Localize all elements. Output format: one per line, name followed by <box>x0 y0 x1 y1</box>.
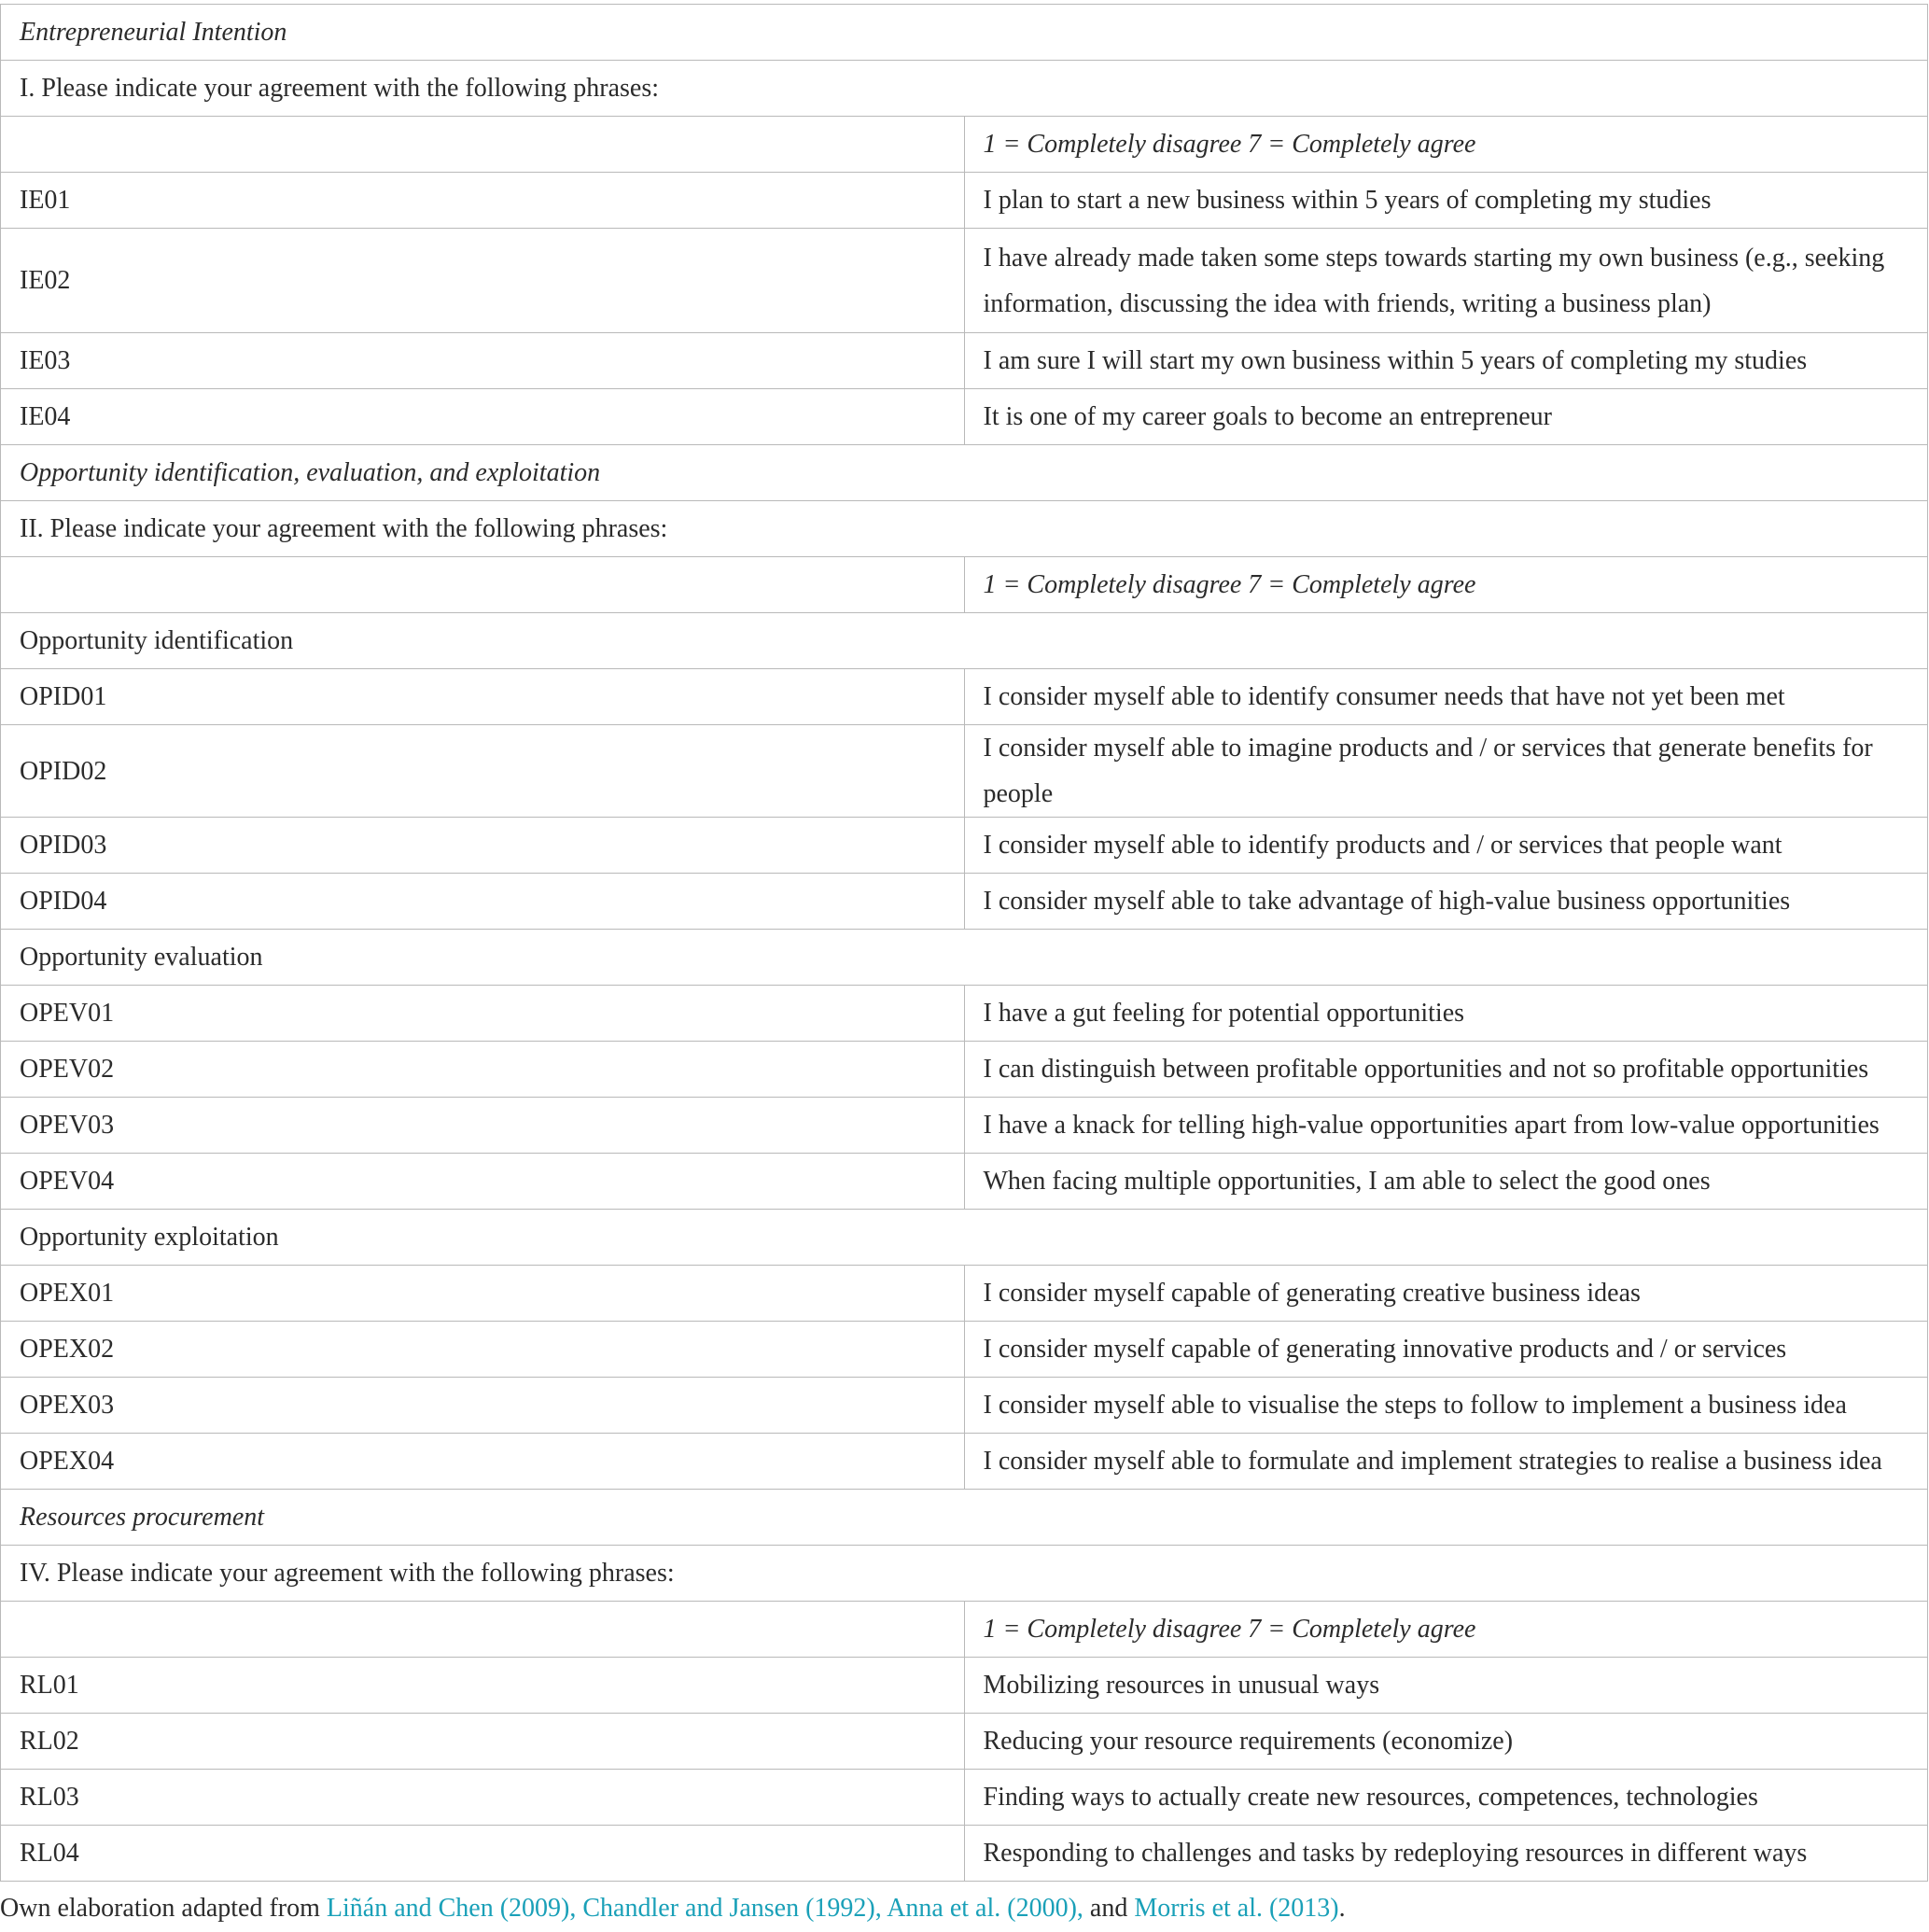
item-statement: Mobilizing resources in unusual ways <box>964 1658 1928 1714</box>
empty-cell <box>1 1602 965 1658</box>
scale-row <box>1 1602 1928 1658</box>
item-code: RL04 <box>1 1826 965 1882</box>
item-row <box>1 333 1928 389</box>
instruction-row <box>1 1546 1928 1602</box>
subgroup-row <box>1 1210 1928 1266</box>
item-code: OPID01 <box>1 669 965 725</box>
item-statement: Reducing your resource requirements (economize) <box>964 1714 1928 1770</box>
instruction-row <box>1 501 1928 557</box>
item-row <box>1 1098 1928 1154</box>
item-row <box>1 669 1928 725</box>
item-row <box>1 1154 1928 1210</box>
subgroup-row <box>1 930 1928 986</box>
item-code: IE03 <box>1 333 965 389</box>
item-code: IE01 <box>1 173 965 229</box>
item-statement: When facing multiple opportunities, I am able to select the good ones <box>964 1154 1928 1210</box>
item-statement: Responding to challenges and tasks by redeploying resources in different ways <box>964 1826 1928 1882</box>
item-code: OPID03 <box>1 818 965 874</box>
subgroup-title: Opportunity evaluation <box>1 930 1928 986</box>
item-code: OPEX02 <box>1 1322 965 1378</box>
item-row <box>1 1658 1928 1714</box>
item-statement: Finding ways to actually create new resources, competences, technologies <box>964 1770 1928 1826</box>
item-row <box>1 986 1928 1042</box>
instruction-text: I. Please indicate your agreement with the following phrases: <box>1 61 1928 117</box>
item-row <box>1 1770 1928 1826</box>
footnote-suffix: . <box>1338 1894 1346 1923</box>
item-statement: I consider myself able to formulate and implement strategies to realise a business idea <box>964 1434 1928 1490</box>
item-statement: I consider myself able to take advantage of high-value business opportunities <box>964 874 1928 930</box>
section-header-row <box>1 445 1928 501</box>
item-row <box>1 1322 1928 1378</box>
item-row <box>1 173 1928 229</box>
instruction-text: II. Please indicate your agreement with the following phrases: <box>1 501 1928 557</box>
questionnaire-table <box>0 4 1928 1882</box>
reference-link-morris[interactable]: Morris et al. (2013) <box>1134 1894 1339 1923</box>
item-statement: I consider myself capable of generating innovative products and / or services <box>964 1322 1928 1378</box>
item-row <box>1 1826 1928 1882</box>
section-title: Entrepreneurial Intention <box>1 5 1928 61</box>
subgroup-title: Opportunity exploitation <box>1 1210 1928 1266</box>
item-row <box>1 1266 1928 1322</box>
table-footnote <box>0 1892 1346 1925</box>
item-row <box>1 1714 1928 1770</box>
instruction-row <box>1 61 1928 117</box>
footnote-prefix: Own elaboration adapted from <box>0 1894 327 1923</box>
item-statement: I am sure I will start my own business within 5 years of completing my studies <box>964 333 1928 389</box>
item-row <box>1 1378 1928 1434</box>
item-code: OPEV04 <box>1 1154 965 1210</box>
footnote-middle: and <box>1083 1894 1135 1923</box>
scale-label: 1 = Completely disagree 7 = Completely agree <box>964 1602 1928 1658</box>
item-statement: It is one of my career goals to become an entrepreneur <box>964 389 1928 445</box>
item-row <box>1 229 1928 333</box>
empty-cell <box>1 557 965 613</box>
item-statement: I consider myself able to identify consumer needs that have not yet been met <box>964 669 1928 725</box>
item-row <box>1 725 1928 818</box>
scale-label: 1 = Completely disagree 7 = Completely agree <box>964 117 1928 173</box>
item-code: RL02 <box>1 1714 965 1770</box>
section-title: Resources procurement <box>1 1490 1928 1546</box>
section-header-row <box>1 1490 1928 1546</box>
item-code: OPEV03 <box>1 1098 965 1154</box>
item-code: IE02 <box>1 229 965 333</box>
item-code: OPEX03 <box>1 1378 965 1434</box>
item-row <box>1 389 1928 445</box>
item-code: RL03 <box>1 1770 965 1826</box>
item-statement: I consider myself capable of generating creative business ideas <box>964 1266 1928 1322</box>
item-row <box>1 874 1928 930</box>
reference-link-group[interactable]: Liñán and Chen (2009), Chandler and Jansen (1992), Anna et al. (2000), <box>326 1894 1083 1923</box>
item-row <box>1 1042 1928 1098</box>
item-statement: I have already made taken some steps towards starting my own business (e.g., seeking information, discussing the idea with friends, writing a business plan) <box>964 229 1928 333</box>
item-code: OPEX04 <box>1 1434 965 1490</box>
item-code: OPID02 <box>1 725 965 818</box>
subgroup-row <box>1 613 1928 669</box>
instruction-text: IV. Please indicate your agreement with the following phrases: <box>1 1546 1928 1602</box>
item-statement: I can distinguish between profitable opportunities and not so profitable opportunities <box>964 1042 1928 1098</box>
item-row <box>1 818 1928 874</box>
scale-label: 1 = Completely disagree 7 = Completely agree <box>964 557 1928 613</box>
scale-row <box>1 557 1928 613</box>
item-statement: I consider myself able to identify products and / or services that people want <box>964 818 1928 874</box>
section-title: Opportunity identification, evaluation, and exploitation <box>1 445 1928 501</box>
subgroup-title: Opportunity identification <box>1 613 1928 669</box>
item-code: OPEV01 <box>1 986 965 1042</box>
item-statement: I plan to start a new business within 5 years of completing my studies <box>964 173 1928 229</box>
item-statement: I have a knack for telling high-value opportunities apart from low-value opportunities <box>964 1098 1928 1154</box>
item-statement: I consider myself able to imagine products and / or services that generate benefits for people <box>964 725 1928 818</box>
scale-row <box>1 117 1928 173</box>
item-row <box>1 1434 1928 1490</box>
item-code: OPID04 <box>1 874 965 930</box>
item-code: OPEV02 <box>1 1042 965 1098</box>
item-code: OPEX01 <box>1 1266 965 1322</box>
item-code: IE04 <box>1 389 965 445</box>
item-statement: I have a gut feeling for potential opportunities <box>964 986 1928 1042</box>
item-statement: I consider myself able to visualise the steps to follow to implement a business idea <box>964 1378 1928 1434</box>
section-header-row <box>1 5 1928 61</box>
item-code: RL01 <box>1 1658 965 1714</box>
empty-cell <box>1 117 965 173</box>
